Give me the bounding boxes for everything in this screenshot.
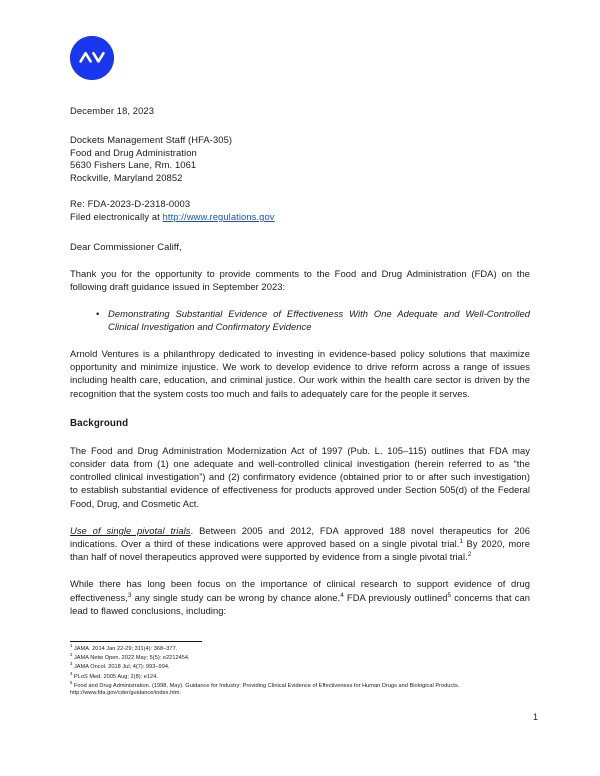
footnote-ref-2[interactable]: 2 bbox=[467, 551, 472, 559]
address-line-2: Food and Drug Administration bbox=[70, 146, 197, 158]
chance-part-4: concerns that can lead to flawed conclusions, including: bbox=[70, 591, 531, 616]
footnote-text-5: Food and Drug Administration. (1998, May). Guidance for Industry: Providing Clinical Evidence of Effectiveness for Human Drugs and Biological Products. http://www.fda.gov/cder/guidance/index.htm. bbox=[70, 682, 460, 697]
footnote-text-1: JAMA. 2014 Jan 22-29; 311(4): 368–377. bbox=[73, 646, 178, 652]
chance-part-3: FDA previously outlined bbox=[343, 591, 448, 603]
page-number: 1 bbox=[532, 712, 538, 722]
footnote-marker-5: 5 bbox=[70, 679, 73, 685]
footnote-ref-5[interactable]: 5 bbox=[447, 591, 452, 599]
footnote-4 bbox=[70, 670, 532, 682]
chance-paragraph bbox=[70, 577, 530, 617]
intro-paragraph: Thank you for the opportunity to provide comments to the Food and Drug Administration (FDA) on the following draft guidance issued in September 2023: bbox=[70, 268, 530, 293]
pivotal-part-2: By 2020, more than half of novel therapeutics approved were supported by evidence from a single pivotal trial. bbox=[70, 538, 530, 563]
footnote-text-2: JAMA Netw Open. 2022 May; 5(5): e2212454. bbox=[73, 655, 190, 662]
chance-part-2: any single study can be wrong by chance alone. bbox=[131, 591, 341, 603]
guidance-title: Demonstrating Substantial Evidence of Effectiveness With One Adequate and Well-Controlled Clinical Investigation and Confirmatory Evidence bbox=[108, 307, 530, 332]
pivotal-lead-in: Use of single pivotal trials bbox=[70, 524, 191, 536]
filing-line-prefix: Filed electronically at bbox=[70, 210, 163, 222]
salutation: Dear Commissioner Califf, bbox=[70, 240, 182, 252]
reference-line: Re: FDA-2023-D-2318-0003 bbox=[70, 198, 191, 210]
footnote-text-4: PLoS Med. 2005 Aug; 2(8): e124. bbox=[73, 673, 158, 680]
letter-body bbox=[70, 36, 530, 617]
footnote-marker-4: 4 bbox=[70, 670, 73, 676]
footnote-separator-rule bbox=[70, 641, 202, 642]
footnotes-section bbox=[70, 641, 532, 700]
pivotal-part-1: . Between 2005 and 2012, FDA approved 188 novel therapeutics for 206 indications. Over a third of these indications were approved based on a single pivotal trial. bbox=[70, 524, 530, 549]
about-paragraph: Arnold Ventures is a philanthropy dedicated to investing in evidence-based policy solutions that maximize opportunity and minimize injustice. We work to develop evidence to drive reform across a range of issues including health care, education, and criminal justice. Our work within the health care sector is driven by the recognition that the system costs too much and fails to adequately care for the people it serves. bbox=[70, 347, 530, 399]
address-line-4: Rockville, Maryland 20852 bbox=[70, 171, 183, 183]
footnote-marker-1: 1 bbox=[70, 643, 73, 649]
fdama-paragraph: The Food and Drug Administration Modernization Act of 1997 (Pub. L. 105–115) outlines that FDA may consider data from (1) one adequate and well-controlled clinical investigation (herein referred to as “the controlled clinical investigation”) and (2) confirmatory evidence (obtained prior to or after such investigation) to establish substantial evidence of effectiveness for products approved under Section 505(d) of the Federal Food, Drug, and Cosmetic Act. bbox=[70, 444, 530, 509]
footnote-2 bbox=[70, 652, 532, 663]
footnote-5 bbox=[70, 679, 532, 698]
footnote-ref-4[interactable]: 4 bbox=[340, 591, 344, 599]
footnote-1 bbox=[70, 643, 532, 654]
av-monogram-logo bbox=[70, 36, 114, 80]
footnote-text-3: JAMA Oncol. 2018 Jul; 4(7): 993–994. bbox=[73, 664, 170, 671]
background-heading: Background bbox=[70, 417, 129, 429]
recipient-address bbox=[70, 134, 530, 184]
footnote-ref-3[interactable]: 3 bbox=[127, 591, 132, 599]
chance-part-1: While there has long been focus on the importance of clinical research to support evidence of drug effectiveness, bbox=[70, 578, 530, 603]
footnote-3 bbox=[70, 661, 532, 672]
footnote-marker-2: 2 bbox=[70, 652, 73, 658]
bullet-marker: • bbox=[96, 307, 100, 319]
footnote-ref-1[interactable]: 1 bbox=[459, 537, 463, 545]
address-line-3: 5630 Fishers Lane, Rm. 1061 bbox=[70, 159, 197, 171]
letter-date: December 18, 2023 bbox=[70, 105, 155, 116]
regulations-gov-link[interactable]: http://www.regulations.gov bbox=[162, 210, 275, 222]
address-line-1: Dockets Management Staff (HFA-305) bbox=[70, 134, 233, 145]
filing-line bbox=[70, 211, 530, 224]
guidance-bullet-item bbox=[70, 307, 530, 333]
footnote-marker-3: 3 bbox=[70, 661, 73, 667]
reference-block bbox=[70, 198, 530, 223]
pivotal-trials-paragraph bbox=[70, 524, 530, 564]
